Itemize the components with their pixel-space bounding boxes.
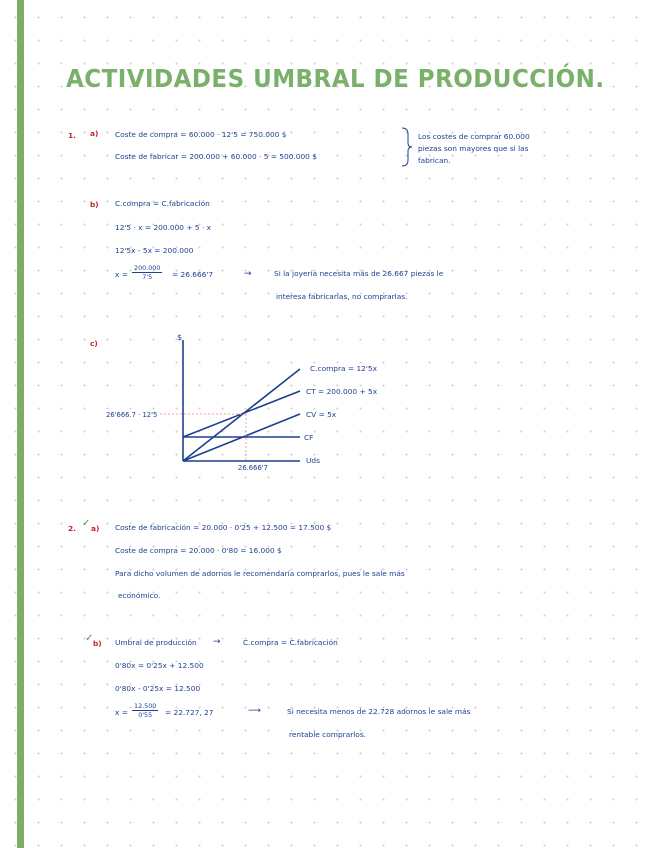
q2b-fraction-denominator: 0'55	[138, 711, 153, 720]
q1a-line1: Coste de compra = 60.000 · 12'5 = 750.000 $	[115, 130, 287, 139]
q2b-arrow-icon: →	[213, 637, 221, 647]
q1b-line4-prefix: x =	[115, 270, 128, 279]
graph-y-marker: 26'666.7 · 12'5	[106, 411, 158, 419]
q2a-line4: económico.	[118, 591, 161, 600]
q2b-fraction	[132, 703, 158, 719]
graph-line-ccompra	[183, 369, 300, 461]
q2b-line1b: C.compra = C.fabricación	[243, 638, 338, 647]
q2b-conclusion-line2: rentable comprarlos.	[289, 730, 367, 739]
q1b-conclusion-line1: Si la joyería necesita más de 26.667 piezas le	[274, 269, 444, 278]
graph-label-ccompra: C.compra = 12'5x	[310, 364, 377, 373]
page-title: ACTIVIDADES UMBRAL DE PRODUCCIÓN.	[66, 64, 605, 93]
q2-number: 2.	[68, 524, 76, 533]
q2b-checkmark-icon: ✓	[85, 633, 94, 644]
q2b-line1: Umbral de producción	[115, 638, 197, 647]
q1a-note-line1: Los costes de comprar 60.000	[418, 132, 530, 141]
q1b-line4-result: = 26.666'7	[172, 270, 214, 279]
q1b-line2: 12'5 · x = 200.000 + 5 · x	[115, 223, 212, 232]
q2b-label: b)	[93, 639, 102, 648]
q2a-line1: Coste de fabricación = 20.000 · 0'25 + 12.500 = 17.500 $	[115, 523, 332, 532]
q1a-line2: Coste de fabricar = 200.000 + 60.000 · 5 = 500.000 $	[115, 152, 317, 161]
q2b-long-arrow-icon: ⟶	[248, 706, 261, 716]
q2a-label: a)	[91, 524, 100, 533]
graph-x-axis-label: Uds	[306, 456, 320, 465]
q1b-label: b)	[90, 200, 99, 209]
q2b-line3: 0'80x - 0'25x = 12.500	[115, 684, 201, 693]
q2a-line2: Coste de compra = 20.000 · 0'80 = 16.000 $	[115, 546, 282, 555]
q1b-fraction-numerator: 200.000	[134, 264, 161, 272]
graph-label-cv: CV = 5x	[306, 410, 337, 419]
q1a-note-line2: piezas son mayores que si las	[418, 144, 529, 153]
q2b-line4-prefix: x =	[115, 708, 128, 717]
q1b-line1: C.compra = C.fabricación	[115, 199, 210, 208]
q2b-fraction-numerator: 12.500	[134, 702, 157, 710]
q1b-line3: 12'5x - 5x = 200.000	[115, 246, 194, 255]
q2a-checkmark-icon: ✓	[82, 518, 91, 529]
q1a-note-line3: fabrican.	[418, 156, 451, 165]
q2b-conclusion-line1: Si necesita menos de 22.728 adornos le sale más	[287, 707, 471, 716]
graph-label-cf: CF	[304, 433, 314, 442]
q2b-line2: 0'80x = 0'25x + 12.500	[115, 661, 204, 670]
q1a-label: a)	[90, 129, 99, 138]
q1-number: 1.	[68, 131, 76, 140]
q1b-arrow-icon: →	[244, 269, 252, 279]
q1c-label: c)	[90, 339, 98, 348]
q1b-fraction-denominator: 7'5	[142, 273, 153, 282]
graph-label-ct: CT = 200.000 + 5x	[306, 387, 378, 396]
graph-y-axis-label: $	[177, 333, 183, 342]
graph-x-marker: 26.666'7	[238, 464, 268, 472]
q2b-line4-result: = 22.727, 27	[165, 708, 214, 717]
q2a-line3: Para dicho volumen de adornos le recomendaría comprarlos, pues le sale más	[115, 569, 405, 578]
q1b-conclusion-line2: interesa fabricarlas, no comprarlas.	[276, 292, 408, 301]
